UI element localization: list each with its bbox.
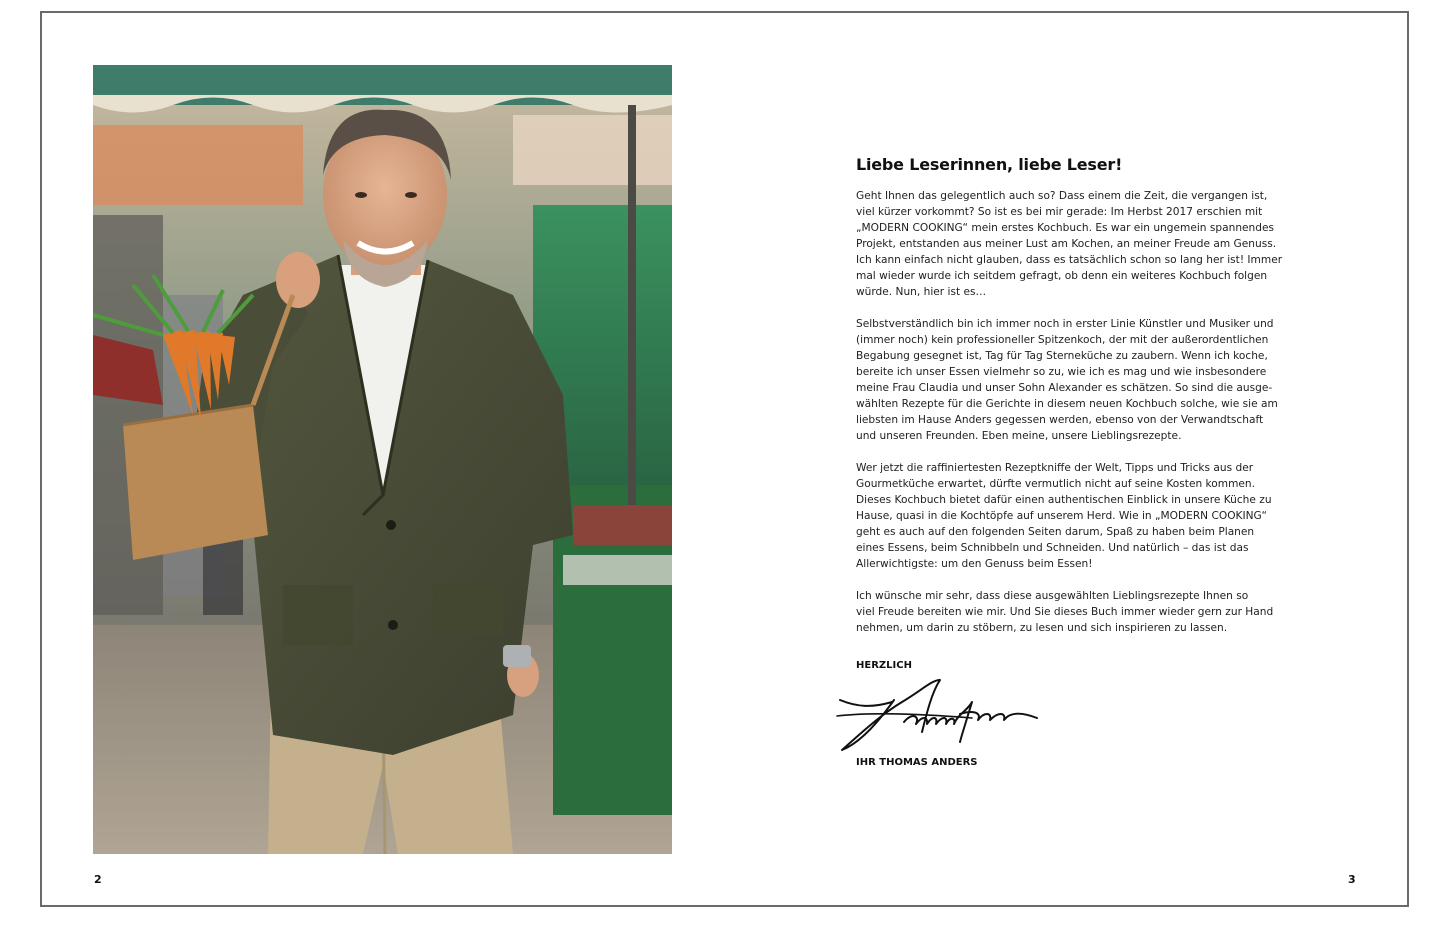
letter-paragraph: Selbstverständlich bin ich immer noch in erster Linie Künstler und Musiker und (immer noch) kein professioneller Spitzenkoch, der mit der außerordentlichen Begabung gesegnet ist, Tag für Tag Sterneküche zu zaubern. Wenn ich koche, bereite ich unser Essen vielmehr so zu, wie ich es mag und wie insbesondere meine Frau Claudia und unser Sohn Alexander es schätzen. So sind die ausge- wählten Rezepte für die Gerichte in diesem neuen Kochbuch solche, wie sie am liebsten im Hause Anders gegessen werden, ebenso von der Verwandtschaft und unseren Freunden. Eben meine, unsere Lieblingsrezepte. — [856, 318, 1278, 442]
page-number-right: 3 — [1348, 873, 1356, 886]
letter-greeting: HERZLICH — [856, 660, 912, 671]
letter-paragraph: Wer jetzt die raffiniertesten Rezeptkniffe der Welt, Tipps und Tricks aus der Gourmetküche erwartet, dürfte vermutlich nicht auf seine Kosten kommen. Dieses Kochbuch bietet dafür einen authentischen Einblick in unsere Küche zu Hause, quasi in die Kochtöpfe auf unserem Herd. Wie in „MODERN COOKING“ geht es auch auf den folgenden Seiten darum, Spaß zu haben beim Planen eines Essens, beim Schnibbeln und Schneiden. Und natürlich – das ist das Allerwichtigste: um den Genuss beim Essen! — [856, 462, 1272, 570]
editorial-letter — [856, 155, 1286, 652]
signature-image — [832, 672, 1047, 757]
letter-signoff: IHR THOMAS ANDERS — [856, 757, 978, 768]
page-number-left: 2 — [94, 873, 102, 886]
market-photo — [93, 65, 672, 854]
letter-heading: Liebe Leserinnen, liebe Leser! — [856, 155, 1123, 174]
letter-paragraph: Geht Ihnen das gelegentlich auch so? Dass einem die Zeit, die vergangen ist, viel kürzer vorkommt? So ist es bei mir gerade: Im Herbst 2017 erschien mit „MODERN COOKING“ mein erstes Kochbuch. Es war ein ungemein spannendes Projekt, entstanden aus meiner Lust am Kochen, an meiner Freude am Genuss. Ich kann einfach nicht glauben, dass es tatsächlich schon so lang her ist! Immer mal wieder wurde ich seitdem gefragt, ob denn ein weiteres Kochbuch folgen würde. Nun, hier ist es… — [856, 190, 1283, 298]
letter-paragraph: Ich wünsche mir sehr, dass diese ausgewählten Lieblingsrezepte Ihnen so viel Freude bereiten wie mir. Und Sie dieses Buch immer wieder gern zur Hand nehmen, um darin zu stöbern, zu lesen und sich inspirieren zu lassen. — [856, 590, 1274, 634]
